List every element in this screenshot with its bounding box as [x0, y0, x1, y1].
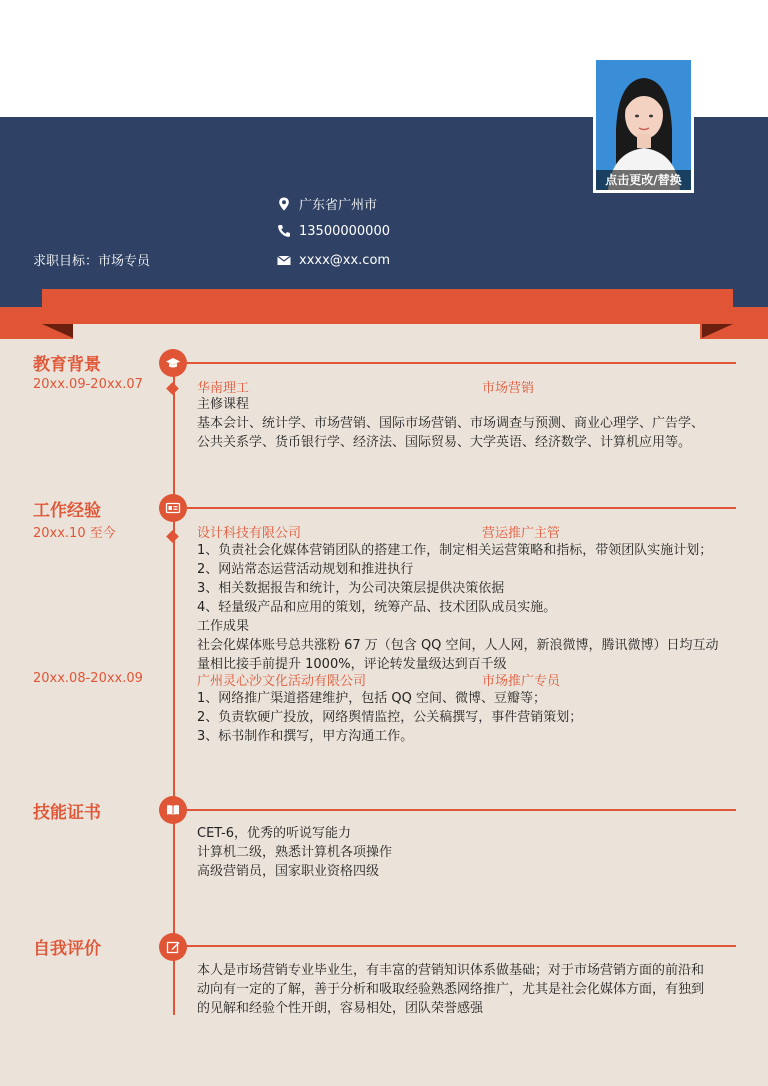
ribbon-fold-left	[42, 324, 73, 338]
section-divider-skills	[187, 809, 736, 811]
job-line: 2、负责软硬广投放，网络舆情监控，公关稿撰写，事件营销策划；	[197, 710, 583, 725]
edit-icon	[159, 933, 187, 961]
job-line: 3、相关数据报告和统计，为公司决策层提供决策依据	[197, 581, 505, 596]
job-line: 3、标书制作和撰写，甲方沟通工作。	[197, 729, 414, 744]
section-title-skills: 技能证书	[33, 803, 101, 823]
job-company: 广州灵心沙文化活动有限公司	[197, 674, 367, 689]
self-eval-line: 的见解和经验个性开朗，容易相处，团队荣誉感强	[197, 1001, 484, 1016]
email-icon	[276, 252, 292, 268]
id-card-icon	[159, 494, 187, 522]
photo-change-label[interactable]: 点击更改/替换	[596, 170, 691, 190]
email-text: xxxx@xx.com	[299, 252, 391, 268]
job-line: 2、网站常态运营活动规划和推进执行	[197, 562, 414, 577]
section-title-education: 教育背景	[33, 355, 101, 375]
job-line: 4、轻量级产品和应用的策划，统筹产品、技术团队成员实施。	[197, 600, 557, 615]
job-line: 社会化媒体账号总共涨粉 67 万（包含 QQ 空间，人人网，新浪微博，腾讯微博）日均互动	[197, 638, 719, 653]
section-title-work: 工作经验	[33, 501, 101, 521]
ribbon-fold-right	[702, 324, 733, 338]
skill-line: CET-6，优秀的听说写能力	[197, 826, 352, 841]
self-eval-line: 本人是市场营销专业毕业生，有丰富的营销知识体系做基础；对于市场营销方面的前沿和	[197, 963, 705, 978]
education-line: 主修课程	[197, 397, 250, 412]
job-company: 设计科技有限公司	[197, 526, 302, 541]
book-icon	[159, 796, 187, 824]
contact-phone	[276, 223, 390, 239]
photo-image[interactable]	[596, 60, 691, 190]
job-details	[197, 541, 737, 674]
graduation-cap-icon	[159, 349, 187, 377]
job-goal: 求职目标：市场专员	[33, 254, 151, 269]
section-title-self-eval: 自我评价	[33, 939, 101, 959]
skill-line: 计算机二级，熟悉计算机各项操作	[197, 845, 393, 860]
skills-details	[197, 824, 737, 881]
self-eval-details	[197, 961, 737, 1018]
phone-icon	[276, 223, 292, 239]
skill-line: 高级营销员，国家职业资格四级	[197, 864, 380, 879]
self-eval-line: 动向有一定的了解，善于分析和吸取经验熟悉网络推广，尤其是社会化媒体方面，有独到	[197, 982, 705, 997]
job-role: 营运推广主管	[482, 526, 561, 541]
job-date: 20xx.10 至今	[33, 526, 116, 541]
job-line: 1、负责社会化媒体营销团队的搭建工作，制定相关运营策略和指标，带领团队实施计划；	[197, 543, 713, 558]
contact-location	[276, 194, 377, 213]
profile-photo[interactable]	[593, 57, 694, 193]
education-date: 20xx.09-20xx.07	[33, 377, 143, 392]
section-divider-education	[187, 362, 736, 364]
education-details	[197, 395, 737, 452]
job-role: 市场推广专员	[482, 674, 561, 689]
timeline-line	[173, 355, 175, 1015]
education-school: 华南理工	[197, 381, 250, 396]
section-divider-self-eval	[187, 945, 736, 947]
job-date: 20xx.08-20xx.09	[33, 671, 143, 686]
job-line: 工作成果	[197, 619, 250, 634]
job-line: 量相比接手前提升 1000%，评论转发量级达到百千级	[197, 657, 507, 672]
ribbon-banner	[42, 289, 733, 324]
job-details	[197, 689, 737, 746]
education-major: 市场营销	[482, 381, 535, 396]
timeline-marker	[166, 382, 179, 395]
section-divider-work	[187, 507, 736, 509]
phone-text: 13500000000	[299, 223, 390, 239]
education-line: 基本会计、统计学、市场营销、国际市场营销、市场调查与预测、商业心理学、广告学、	[197, 416, 705, 431]
timeline-marker	[166, 530, 179, 543]
job-line: 1、网络推广渠道搭建维护，包括 QQ 空间、微博、豆瓣等；	[197, 691, 547, 706]
location-icon	[276, 196, 292, 212]
education-line: 公共关系学、货币银行学、经济法、国际贸易、大学英语、经济数学、计算机应用等。	[197, 435, 692, 450]
contact-email	[276, 252, 390, 268]
location-text: 广东省广州市	[299, 198, 378, 213]
